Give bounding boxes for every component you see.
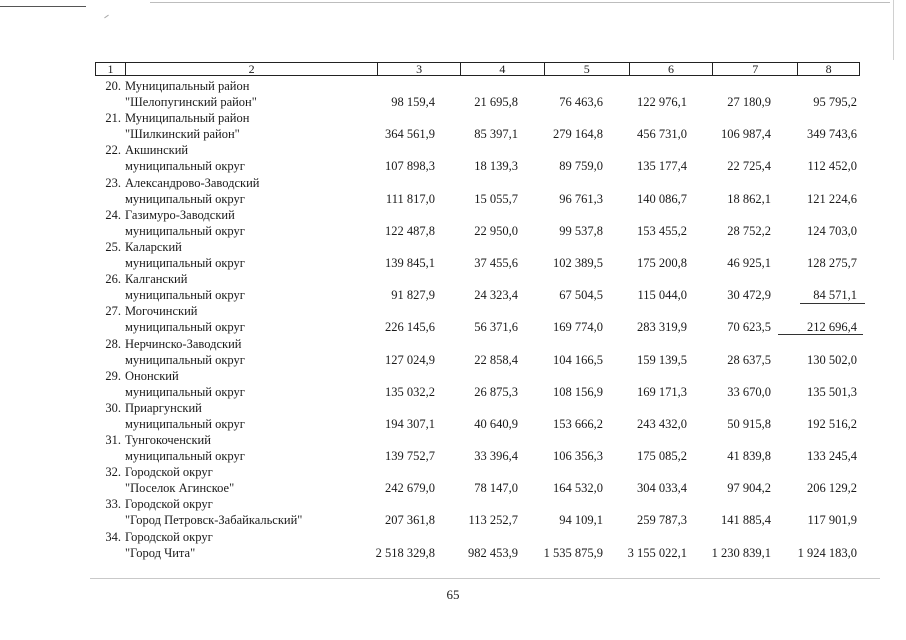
value-cell-col8: 112 452,0 [807,159,857,174]
row-name-line2: муниципальный округ [125,352,245,367]
value-cell-col6: 304 033,4 [637,481,687,496]
value-cell-col6: 259 787,3 [637,513,687,528]
value-cell-col4: 56 371,6 [474,320,518,335]
value-cell-col4: 982 453,9 [468,545,518,560]
value-cell-col7: 41 839,8 [727,449,771,464]
value-cell-col5: 1 535 875,9 [543,545,603,560]
value-cell-col5: 89 759,0 [559,159,603,174]
value-cell-col4: 15 055,7 [474,191,518,206]
value-cell-col7: 141 885,4 [721,513,771,528]
row-number: 31. [105,433,121,448]
row-name-line1: Акшинский [125,143,189,158]
value-cell-col3: 111 817,0 [385,191,435,206]
value-cell-col5: 102 389,5 [553,255,603,270]
header-cell: 6 [630,63,714,75]
value-cell-col4: 18 139,3 [474,159,518,174]
value-cell-col7: 46 925,1 [727,255,771,270]
page-number: 65 [446,587,460,602]
value-cell-col6: 175 085,2 [637,449,687,464]
row-number: 20. [105,79,121,93]
row-name-line2: муниципальный округ [125,255,245,270]
header-cell: 2 [126,63,378,75]
value-cell-col7: 1 230 839,1 [711,545,771,560]
value-cell-col3: 2 518 329,8 [375,545,435,560]
row-name-line2: "Поселок Агинское" [125,481,235,496]
value-cell-col4: 33 396,4 [474,449,518,464]
row-number: 26. [105,272,121,287]
value-cell-col6: 175 200,8 [637,255,687,270]
value-cell-col3: 127 024,9 [385,352,435,367]
table-row [95,433,865,465]
value-cell-col7: 97 904,2 [727,481,771,496]
value-cell-col3: 91 827,9 [391,288,435,303]
row-name-line2: муниципальный округ [125,159,245,174]
value-cell-col3: 122 487,8 [385,223,435,238]
header-cell: 4 [461,63,545,75]
row-name-line1: Тунгокоченский [125,433,211,448]
row-number: 24. [105,207,121,222]
value-cell-col3: 226 145,6 [385,320,435,335]
row-number: 22. [105,143,121,158]
header-cell: 3 [378,63,461,75]
value-cell-col8: 206 129,2 [807,481,857,496]
value-cell-col5: 76 463,6 [559,95,603,109]
value-cell-col4: 78 147,0 [474,481,518,496]
value-cell-col4: 113 252,7 [468,513,518,528]
scan-artifact-line [0,6,86,7]
header-cell: 5 [545,63,630,75]
value-cell-col7: 18 862,1 [727,191,771,206]
table-row [95,240,865,272]
value-cell-col8: 124 703,0 [807,223,857,238]
row-name-line2: муниципальный округ [125,416,245,431]
row-name-line2: муниципальный округ [125,449,245,464]
table-row [95,304,865,336]
value-cell-col4: 40 640,9 [474,416,518,431]
row-name-line1: Ононский [125,368,179,383]
table-row [95,465,865,497]
row-number: 21. [105,111,121,126]
table-row [95,497,865,529]
value-cell-col8: 121 224,6 [807,191,857,206]
row-number: 27. [105,304,121,319]
table-row [95,208,865,240]
value-cell-col5: 96 761,3 [559,191,603,206]
row-number: 30. [105,400,121,415]
value-cell-col7: 50 915,8 [727,416,771,431]
value-cell-col3: 135 032,2 [385,384,435,399]
value-cell-col5: 153 666,2 [553,416,603,431]
row-number: 23. [105,175,121,190]
scan-artifact-mark [104,15,109,19]
value-cell-col5: 94 109,1 [559,513,603,528]
header-cell: 8 [825,62,832,76]
table-row [95,272,865,304]
scan-artifact-line [90,578,880,579]
value-cell-col3: 98 159,4 [391,95,435,109]
value-cell-col8: 84 571,1 [813,288,857,303]
value-cell-col4: 37 455,6 [474,255,518,270]
value-cell-col5: 104 166,5 [553,352,603,367]
row-name-line1: Александрово-Заводский [125,175,260,190]
row-name-line2: муниципальный округ [125,288,245,303]
value-cell-col6: 122 976,1 [637,95,687,109]
value-cell-col3: 242 679,0 [385,481,435,496]
value-cell-col6: 159 139,5 [637,352,687,367]
table-row [95,143,865,175]
value-cell-col7: 33 670,0 [727,384,771,399]
value-cell-col6: 3 155 022,1 [627,545,687,560]
value-cell-col6: 135 177,4 [637,159,687,174]
table-row [95,111,865,143]
row-number: 28. [105,336,121,351]
underline-mark [778,334,863,335]
value-cell-col5: 169 774,0 [553,320,603,335]
row-name-line1: Каларский [125,239,182,254]
row-name-line2: "Шилкинский район" [125,127,240,142]
row-name-line1: Городской округ [125,465,213,480]
table-body [95,79,865,562]
value-cell-col7: 28 752,2 [727,223,771,238]
row-name-line2: муниципальный округ [125,191,245,206]
value-cell-col4: 26 875,3 [474,384,518,399]
row-name-line2: муниципальный округ [125,223,245,238]
value-cell-col4: 85 397,1 [474,127,518,142]
value-cell-col6: 243 432,0 [637,416,687,431]
row-name-line1: Муниципальный район [125,111,250,126]
row-name-line1: Городской округ [125,497,213,512]
value-cell-col8: 212 696,4 [807,320,857,335]
value-cell-col8: 135 501,3 [807,384,857,399]
value-cell-col7: 70 623,5 [727,320,771,335]
value-cell-col3: 364 561,9 [385,127,435,142]
value-cell-col8: 95 795,2 [813,95,857,109]
row-name-line2: "Шелопугинский район" [125,95,257,109]
value-cell-col5: 99 537,8 [559,223,603,238]
value-cell-col3: 139 752,7 [385,449,435,464]
row-name-line1: Муниципальный район [125,79,250,93]
value-cell-col7: 28 637,5 [727,352,771,367]
table-row [95,401,865,433]
row-number: 33. [105,497,121,512]
value-cell-col4: 24 323,4 [474,288,518,303]
value-cell-col5: 106 356,3 [553,449,603,464]
row-name-line1: Могочинский [125,304,198,319]
table-header-row [95,62,860,76]
header-cell: 1 [96,63,126,75]
value-cell-col6: 283 319,9 [637,320,687,335]
value-cell-col8: 1 924 183,0 [797,545,857,560]
scan-artifact-line [150,2,890,3]
row-name-line1: Газимуро-Заводский [125,207,235,222]
value-cell-col3: 107 898,3 [385,159,435,174]
value-cell-col3: 207 361,8 [385,513,435,528]
header-cell: 7 [713,63,798,75]
value-cell-col5: 67 504,5 [559,288,603,303]
value-cell-col8: 130 502,0 [807,352,857,367]
table-row [95,79,865,111]
row-number: 25. [105,239,121,254]
table-row [95,369,865,401]
row-number: 34. [105,529,121,544]
row-name-line2: "Город Петровск-Забайкальский" [125,513,303,528]
value-cell-col6: 153 455,2 [637,223,687,238]
value-cell-col4: 22 858,4 [474,352,518,367]
value-cell-col4: 21 695,8 [474,95,518,109]
table-row [95,337,865,369]
value-cell-col7: 30 472,9 [727,288,771,303]
row-name-line1: Приаргунский [125,400,202,415]
value-cell-col6: 169 171,3 [637,384,687,399]
row-name-line1: Калганский [125,272,188,287]
value-cell-col8: 117 901,9 [807,513,857,528]
row-number: 29. [105,368,121,383]
value-cell-col5: 279 164,8 [553,127,603,142]
value-cell-col8: 192 516,2 [807,416,857,431]
value-cell-col3: 139 845,1 [385,255,435,270]
value-cell-col3: 194 307,1 [385,416,435,431]
row-number: 32. [105,465,121,480]
table-row [95,530,865,562]
value-cell-col5: 164 532,0 [553,481,603,496]
row-name-line2: "Город Чита" [125,545,196,560]
value-cell-col6: 456 731,0 [637,127,687,142]
value-cell-col7: 106 987,4 [721,127,771,142]
row-name-line1: Городской округ [125,529,213,544]
value-cell-col7: 27 180,9 [727,95,771,109]
value-cell-col6: 140 086,7 [637,191,687,206]
value-cell-col8: 349 743,6 [807,127,857,142]
underline-mark [800,303,865,304]
value-cell-col5: 108 156,9 [553,384,603,399]
value-cell-col7: 22 725,4 [727,159,771,174]
row-name-line2: муниципальный округ [125,320,245,335]
row-name-line1: Нерчинско-Заводский [125,336,242,351]
scan-artifact-line [893,0,894,60]
row-name-line2: муниципальный округ [125,384,245,399]
value-cell-col8: 133 245,4 [807,449,857,464]
value-cell-col6: 115 044,0 [637,288,687,303]
value-cell-col4: 22 950,0 [474,223,518,238]
table-row [95,176,865,208]
value-cell-col8: 128 275,7 [807,255,857,270]
